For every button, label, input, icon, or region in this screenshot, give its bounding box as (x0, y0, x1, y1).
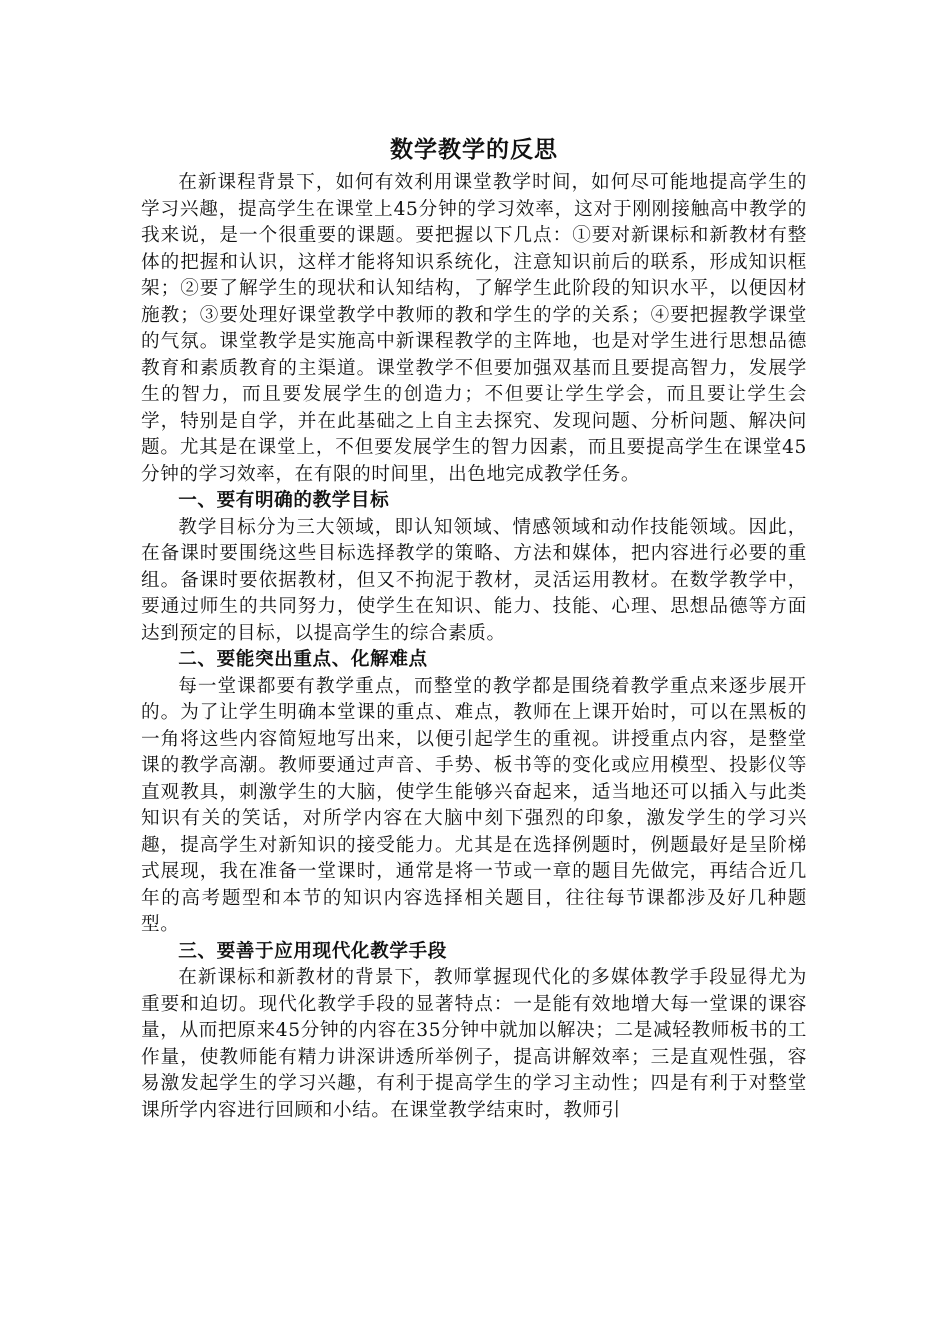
document-title: 数学教学的反思 (390, 137, 558, 163)
section-heading-3: 三、要善于应用现代化教学手段 (178, 940, 447, 962)
document-body (141, 130, 807, 1124)
section-heading-1: 一、要有明确的教学目标 (178, 490, 390, 511)
section-paragraph-3: 在新课标和新教材的背景下，教师掌握现代化的多媒体教学手段显得尤为重要和迫切。现代化教学手段的显著特点：一是能有效地增大每一堂课的课容量，从而把原来45分钟的内容在35分钟中就加以解决；二是减轻教师板书的工作量，使教师能有精力讲深讲透所举例子，提高讲解效率；三是直观性强，容易激发起学生的学习兴趣，有利于提高学生的学习主动性；四是有利于对整堂课所学内容进行回顾和小结。在课堂教学结束时，教师引 (141, 967, 807, 1121)
section-paragraph-1: 教学目标分为三大领域，即认知领域、情感领域和动作技能领域。因此，在备课时要围绕这些目标选择教学的策略、方法和媒体，把内容进行必要的重组。备课时要依据教材，但又不拘泥于教材，灵活运用教材。在数学教学中，要通过师生的共同努力，使学生在知识、能力、技能、心理、思想品德等方面达到预定的目标，以提高学生的综合素质。 (141, 516, 807, 644)
section-paragraph-2: 每一堂课都要有教学重点，而整堂的教学都是围绕着教学重点来逐步展开的。为了让学生明确本堂课的重点、难点，教师在上课开始时，可以在黑板的一角将这些内容简短地写出来，以便引起学生的重视。讲授重点内容，是整堂课的教学高潮。教师要通过声音、手势、板书等的变化或应用模型、投影仪等直观教具，刺激学生的大脑，使学生能够兴奋起来，适当地还可以插入与此类知识有关的笑话，对所学内容在大脑中刻下强烈的印象，激发学生的学习兴趣，提高学生对新知识的接受能力。尤其是在选择例题时，例题最好是呈阶梯式展现，我在准备一堂课时，通常是将一节或一章的题目先做完，再结合近几年的高考题型和本节的知识内容选择相关题目，往往每节课都涉及好几种题型。 (141, 675, 807, 935)
intro-paragraph: 在新课程背景下，如何有效利用课堂教学时间，如何尽可能地提高学生的学习兴趣，提高学生在课堂上45分钟的学习效率，这对于刚刚接触高中教学的我来说，是一个很重要的课题。要把握以下几点：①要对新课标和新教材有整体的把握和认识，这样才能将知识系统化，注意知识前后的联系，形成知识框架；②要了解学生的现状和认知结构，了解学生此阶段的知识水平，以便因材施教；③要处理好课堂教学中教师的教和学生的学的关系；④要把握教学课堂的气氛。课堂教学是实施高中新课程教学的主阵地，也是对学生进行思想品德教育和素质教育的主渠道。课堂教学不但要加强双基而且要提高智力，发展学生的智力，而且要发展学生的创造力；不但要让学生学会，而且要让学生会学，特别是自学，并在此基础之上自主去探究、发现问题、分析问题、解决问题。尤其是在课堂上，不但要发展学生的智力因素，而且要提高学生在课堂45分钟的学习效率，在有限的时间里，出色地完成教学任务。 (141, 172, 807, 485)
section-heading-2: 二、要能突出重点、化解难点 (178, 649, 428, 670)
